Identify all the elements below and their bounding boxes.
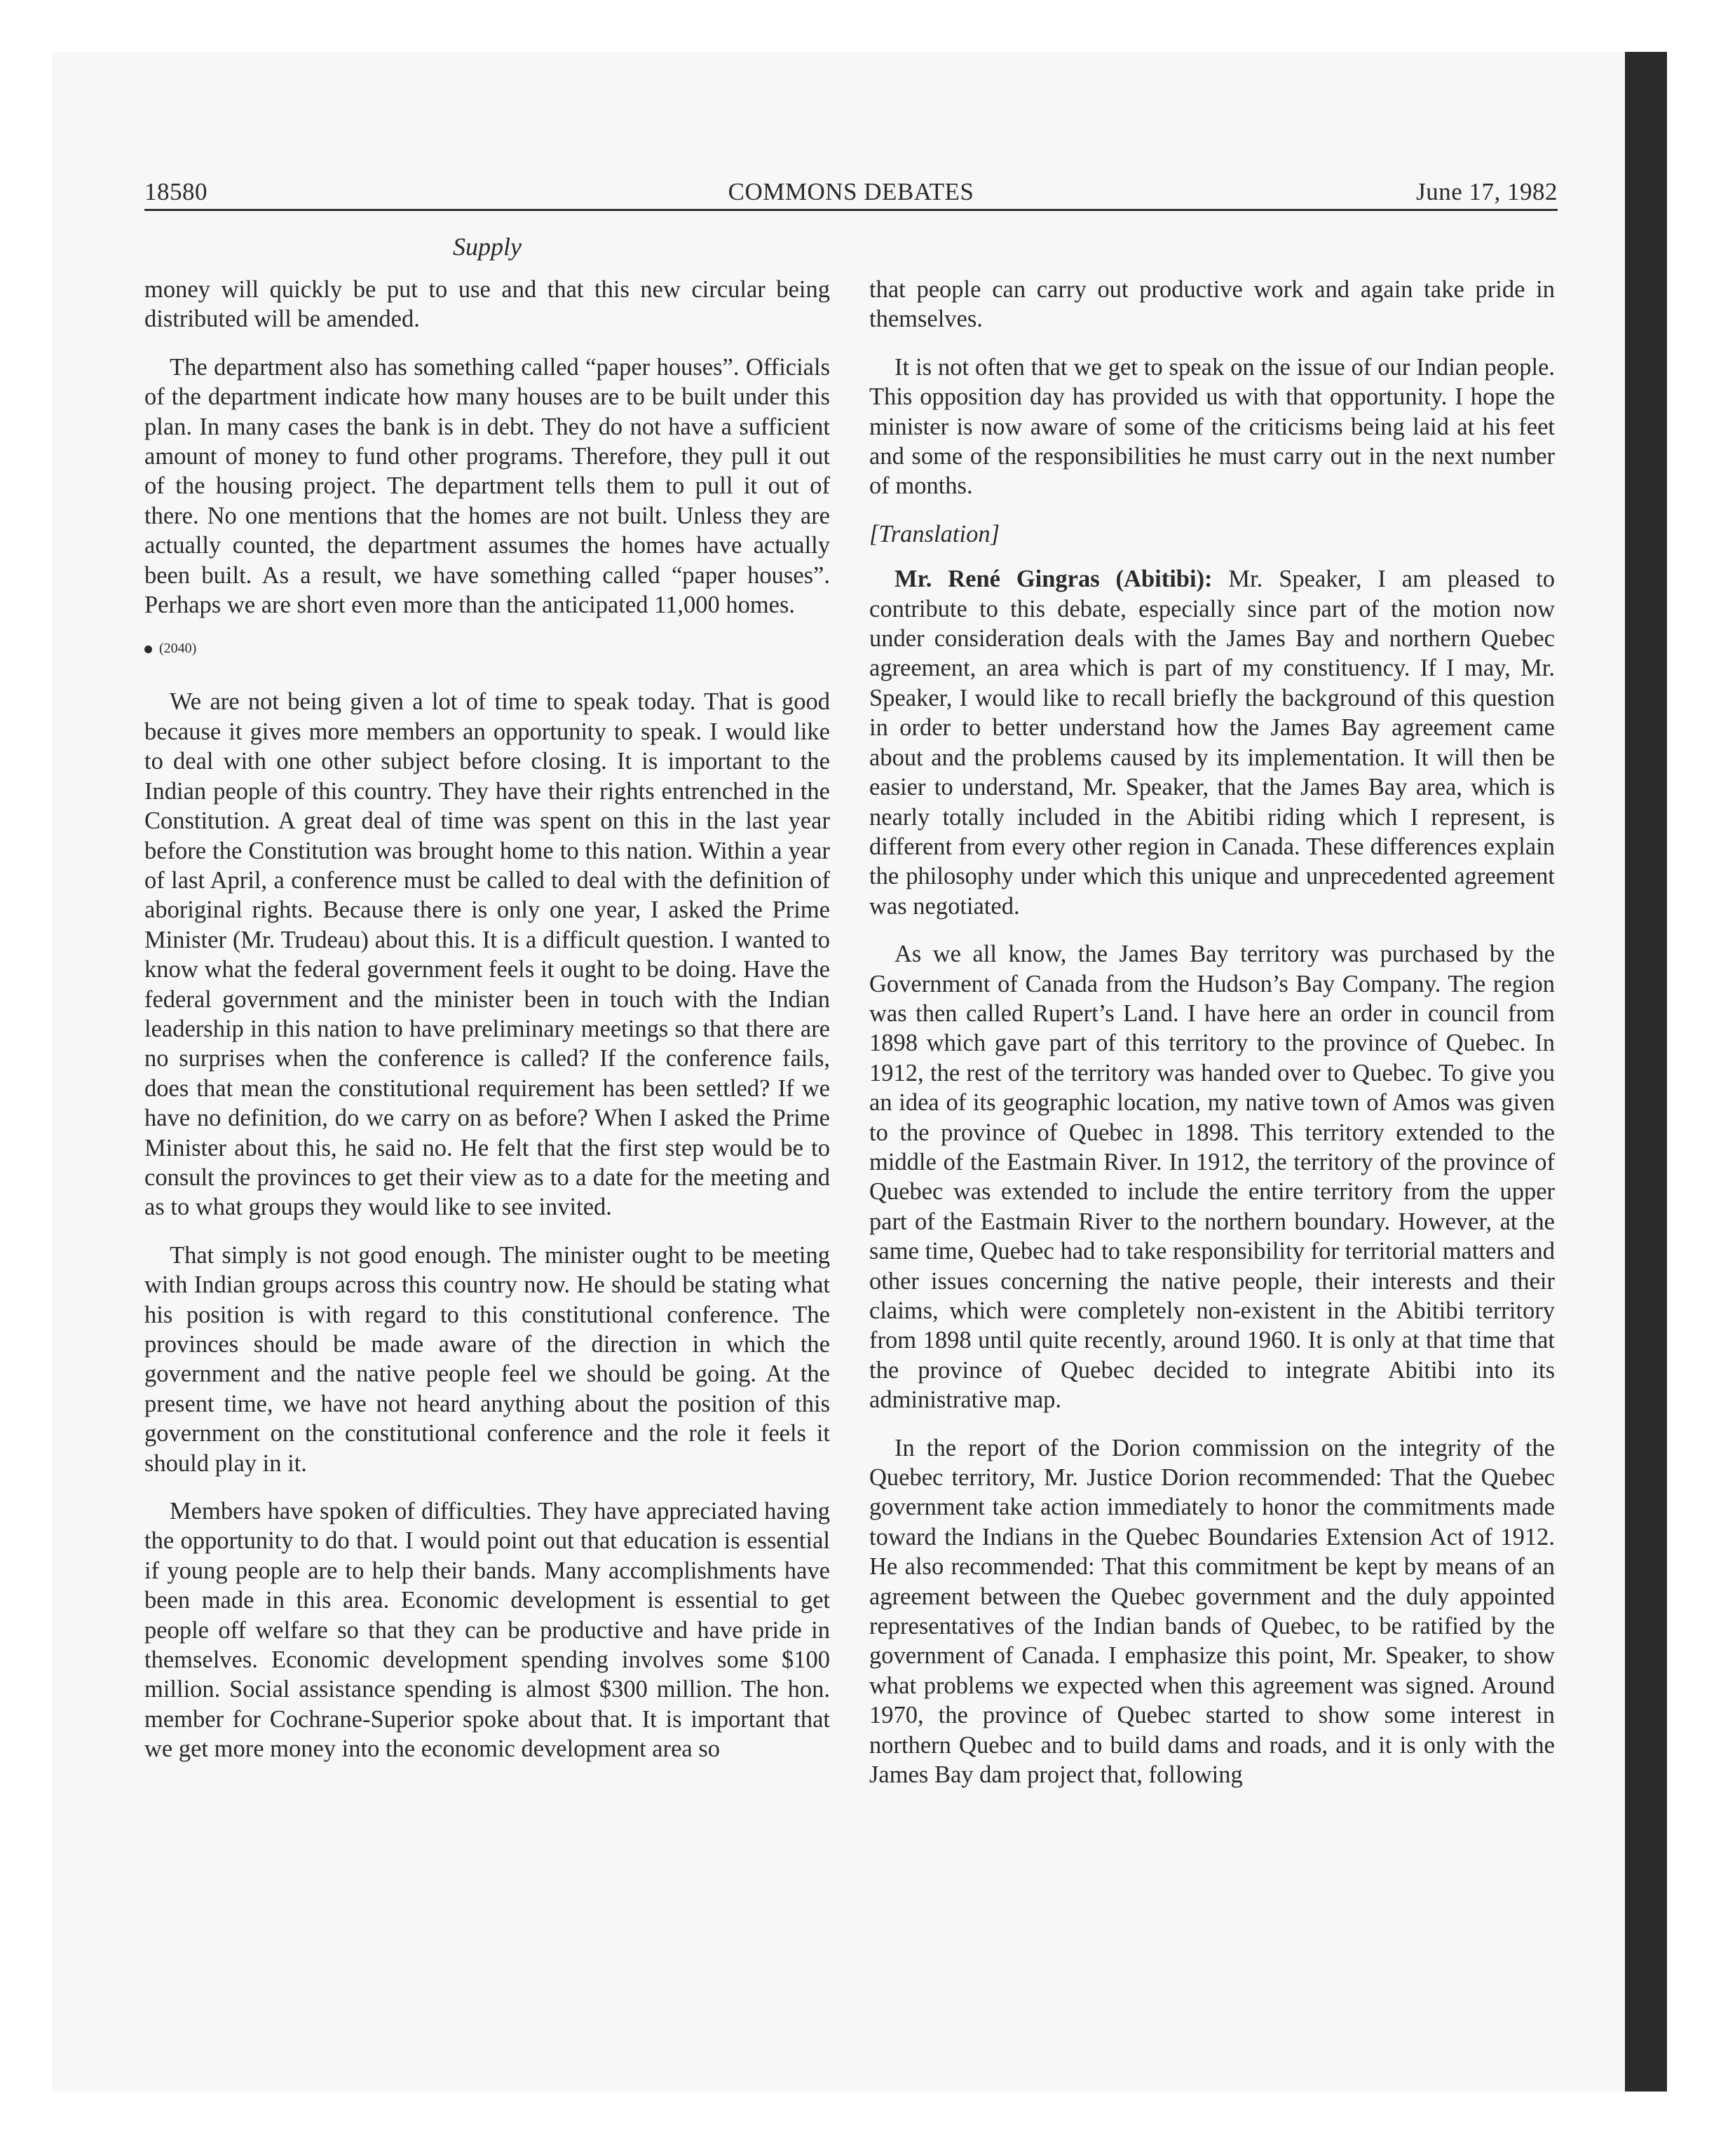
time-marker	[144, 638, 830, 659]
publication-title: COMMONS DEBATES	[728, 178, 974, 205]
speech-paragraph	[869, 564, 1555, 921]
section-title: Supply	[453, 233, 522, 261]
header-rule	[144, 209, 1558, 211]
page-number: 18580	[144, 178, 207, 205]
speaker-name: Mr. René Gingras (Abitibi):	[894, 566, 1213, 593]
right-column	[869, 275, 1555, 1808]
bullet-icon	[144, 646, 152, 653]
paragraph: In the report of the Dorion commission on the integrity of the Quebec territory, Mr. Justice Dorion recommended: That the Quebec government take action immediately to honor the commitments made toward the Indians in the Quebec Boundaries Extension Act of 1912. He also recommended: That this commitment be kept by means of an agreement between the Quebec government and the duly appointed representatives of the Indian bands of Quebec, to be ratified by the government of Canada. I emphasize this point, Mr. Speaker, to show what problems we expected when this agreement was signed. Around 1970, the province of Quebec started to show some interest in northern Quebec and to build dams and roads, and it is only with the James Bay dam project that, following	[869, 1434, 1555, 1789]
paragraph: We are not being given a lot of time to speak today. That is good because it gives more members an opportunity to speak. I would like to deal with one other subject before closing. It is important to the Indian people of this country. They have their rights entrenched in the Constitution. A great deal of time was spent on this in the last year before the Constitution was brought home to this nation. Within a year of last April, a conference must be called to deal with the definition of aboriginal rights. Because there is only one year, I asked the Prime Minister (Mr. Trudeau) about this. It is a difficult question. I wanted to know what the federal government feels it ought to be doing. Have the federal government and the minister been in touch with the Indian leadership in this nation to have preliminary meetings so that there are no surprises when the conference is called? If the conference fails, does that mean the constitutional requirement has been settled? If we have no definition, do we carry on as before? When I asked the Prime Minister about this, he said no. He felt that the first step would be to consult the provinces to get their view as to a date for the meeting and as to what groups they would like to see invited.	[144, 688, 830, 1221]
paragraph: As we all know, the James Bay territory was purchased by the Government of Canada from the Hudson’s Bay Company. The region was then called Rupert’s Land. I have here an order in council from 1898 which gave part of this territory to the province of Quebec. In 1912, the rest of the territory was handed over to Quebec. To give you an idea of its geographic location, my native town of Amos was given to the province of Quebec in 1898. This territory extended to the middle of the Eastmain River. In 1912, the territory of the province of Quebec was extended to include the entire territory from the upper part of the Eastmain River to the northern boundary. However, at the same time, Quebec had to take responsibility for territorial matters and other issues concerning the native people, their interests and their claims, which were completely non-existent in the Abitibi territory from 1898 until quite recently, around 1960. It is only at that time that the province of Quebec decided to integrate Abitibi into its administrative map.	[869, 941, 1555, 1414]
paragraph: That simply is not good enough. The minister ought to be meeting with Indian groups across this country now. He should be stating what his position is with regard to this constitutional conference. The provinces should be made aware of the direction in which the government and the native people feel we should be going. At the present time, we have not heard anything about the position of this government on the constitutional conference and the role it feels it should play in it.	[144, 1241, 830, 1477]
paragraph: The department also has something called “paper houses”. Officials of the department indicate how many houses are to be built under this plan. In many cases the bank is in debt. They do not have a sufficient amount of money to fund other programs. Therefore, they pull it out of the housing project. The department tells them to pull it out of there. No one mentions that the homes are not built. Unless they are actually counted, the department assumes the homes have actually been built. As a result, we have something called “paper houses”. Perhaps we are short even more than the anticipated 11,000 homes.	[144, 353, 830, 619]
speech-text: Mr. Speaker, I am pleased to contribute to this debate, especially since part of the motion now under consideration deals with the James Bay and northern Quebec agreement, an area which is part of my constituency. If I may, Mr. Speaker, I would like to recall briefly the background of this question in order to better understand how the James Bay agreement came about and the problems caused by its implementation. It will then be easier to understand, Mr. Speaker, that the James Bay area, which is nearly totally included in the Abitibi riding which I represent, is different from every other region in Canada. These differences explain the philosophy under which this unique and unprecedented agreement was negotiated.	[869, 566, 1555, 920]
paragraph: It is not often that we get to speak on the issue of our Indian people. This opposition day has provided us with that opportunity. I hope the minister is now aware of some of the criticisms being laid at his feet and some of the responsibilities he must carry out in the next number of months.	[869, 353, 1555, 500]
scan-edge	[1625, 52, 1667, 2092]
paragraph: Members have spoken of difficulties. They have appreciated having the opportunity to do that. I would point out that education is essential if young people are to help their bands. Many accomplishments have been made in this area. Economic development is essential to get people off welfare so that they can be productive and have pride in themselves. Economic development spending involves some $100 million. Social assistance spending is almost $300 million. The hon. member for Cochrane-Superior spoke about that. It is important that we get more money into the economic development area so	[144, 1498, 830, 1763]
issue-date: June 17, 1982	[1416, 178, 1558, 205]
time-marker-text: (2040)	[159, 641, 197, 657]
paragraph: money will quickly be put to use and that this new circular being distributed will be amended.	[144, 276, 830, 333]
paragraph: that people can carry out productive work and again take pride in themselves.	[869, 276, 1555, 333]
left-column	[144, 275, 830, 1782]
running-head	[144, 177, 1558, 207]
translation-label: [Translation]	[869, 520, 1000, 547]
